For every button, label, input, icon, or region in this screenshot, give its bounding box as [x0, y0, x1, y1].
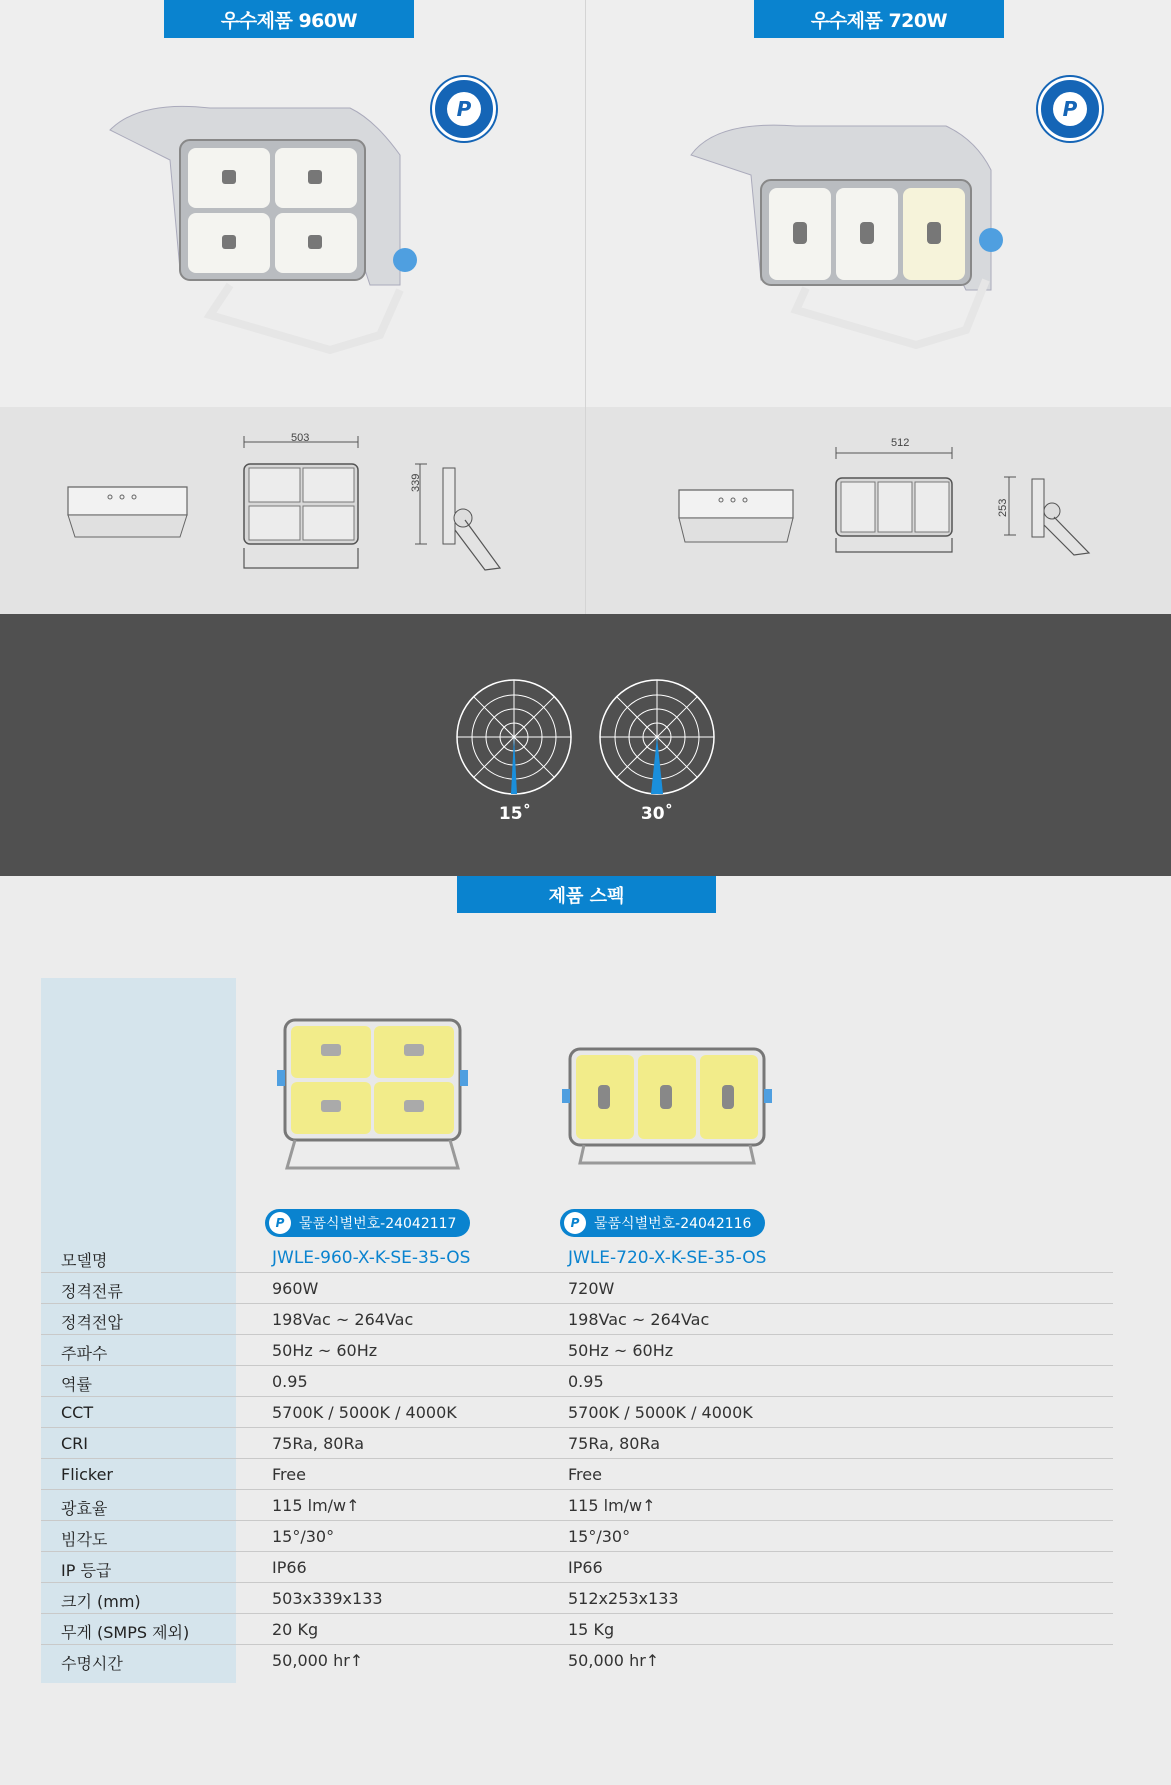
product-front-960w-image — [275, 1018, 470, 1178]
product-id-badge-960w — [265, 1209, 470, 1237]
floodlight-720w-photo — [686, 120, 1016, 350]
spec-key: 역률 — [61, 1375, 92, 1394]
certified-product-seal-icon: P — [1038, 77, 1102, 141]
spec-value-960w: 115 lm/w↑ — [272, 1496, 360, 1515]
spec-value-960w: 503x339x133 — [272, 1589, 383, 1608]
certified-mark-icon: P — [564, 1212, 586, 1234]
spec-value-720w: JWLE-720-X-K-SE-35-OS — [568, 1248, 767, 1268]
spec-key: 빔각도 — [61, 1530, 108, 1549]
spec-value-960w: Free — [272, 1465, 306, 1484]
table-row — [41, 1397, 1113, 1428]
spec-value-720w: 115 lm/w↑ — [568, 1496, 656, 1515]
spec-key: 주파수 — [61, 1344, 108, 1363]
table-row — [41, 1366, 1113, 1397]
spec-value-960w: 5700K / 5000K / 4000K — [272, 1403, 457, 1422]
beam-label-15: 15˚ — [498, 804, 532, 824]
dimension-height-960w: 339 — [410, 473, 422, 492]
spec-key: 모델명 — [61, 1251, 108, 1270]
dimension-width-720w: 512 — [891, 437, 910, 449]
spec-value-720w: 15 Kg — [568, 1620, 615, 1639]
product-title-720w: 우수제품 720W — [754, 0, 1004, 38]
spec-key: 정격전류 — [61, 1282, 123, 1301]
spec-value-960w: 960W — [272, 1279, 319, 1298]
spec-value-720w: 198Vac ~ 264Vac — [568, 1310, 710, 1329]
spec-key: Flicker — [61, 1465, 114, 1484]
spec-value-720w: 50Hz ~ 60Hz — [568, 1341, 674, 1360]
spec-value-960w: 50Hz ~ 60Hz — [272, 1341, 378, 1360]
spec-value-720w: 0.95 — [568, 1372, 604, 1391]
spec-value-960w: IP66 — [272, 1558, 307, 1577]
drawing-960w-side — [60, 475, 195, 545]
spec-value-960w: 0.95 — [272, 1372, 308, 1391]
spec-key: 크기 (mm) — [61, 1592, 141, 1611]
table-row — [41, 1273, 1113, 1304]
beam-diagram-30 — [597, 677, 717, 797]
table-row — [41, 1490, 1113, 1521]
spec-value-720w: 15°/30° — [568, 1527, 631, 1546]
table-row — [41, 1459, 1113, 1490]
table-row — [41, 1335, 1113, 1366]
drawing-960w-front — [230, 430, 370, 575]
certified-product-seal-icon: P — [432, 77, 496, 141]
spec-value-960w: 50,000 hr↑ — [272, 1651, 364, 1670]
product-column-720w — [586, 0, 1171, 614]
table-row — [41, 1645, 1113, 1676]
product-id-label-960w: 물품식별번호-24042117 — [299, 1216, 457, 1232]
spec-table — [41, 1242, 1113, 1676]
table-row — [41, 1521, 1113, 1552]
spec-value-720w: Free — [568, 1465, 602, 1484]
product-column-960w — [0, 0, 585, 614]
spec-value-720w: 75Ra, 80Ra — [568, 1434, 661, 1453]
beam-angle-band — [0, 614, 1171, 876]
spec-key: CRI — [61, 1434, 89, 1453]
dimension-width-960w: 503 — [291, 432, 310, 444]
dimension-height-720w: 253 — [997, 498, 1009, 517]
spec-key: CCT — [61, 1403, 94, 1422]
spec-value-720w: 50,000 hr↑ — [568, 1651, 660, 1670]
drawing-720w-side — [671, 480, 801, 550]
drawing-720w-front — [826, 440, 961, 560]
spec-value-960w: 15°/30° — [272, 1527, 335, 1546]
spec-value-720w: 512x253x133 — [568, 1589, 679, 1608]
product-id-label-720w: 물품식별번호-24042116 — [594, 1216, 752, 1232]
spec-key: 무게 (SMPS 제외) — [61, 1623, 190, 1642]
table-row — [41, 1552, 1113, 1583]
spec-key: 광효율 — [61, 1499, 108, 1518]
spec-value-720w: 720W — [568, 1279, 615, 1298]
beam-diagram-15 — [454, 677, 574, 797]
beam-label-30: 30˚ — [640, 804, 674, 824]
drawing-720w-profile — [1004, 475, 1094, 560]
drawing-960w-profile — [415, 460, 505, 575]
spec-key: IP 등급 — [61, 1561, 112, 1580]
product-title-960w: 우수제품 960W — [164, 0, 414, 38]
spec-value-960w: 20 Kg — [272, 1620, 319, 1639]
table-row — [41, 1428, 1113, 1459]
spec-value-720w: IP66 — [568, 1558, 603, 1577]
table-row — [41, 1614, 1113, 1645]
product-front-720w-image — [562, 1045, 772, 1170]
certified-mark-icon: P — [269, 1212, 291, 1234]
floodlight-960w-photo — [100, 100, 430, 360]
spec-value-720w: 5700K / 5000K / 4000K — [568, 1403, 753, 1422]
spec-value-960w: JWLE-960-X-K-SE-35-OS — [272, 1248, 471, 1268]
table-row — [41, 1242, 1113, 1273]
spec-section-title: 제품 스펙 — [457, 876, 716, 913]
table-row — [41, 1583, 1113, 1614]
spec-key: 정격전압 — [61, 1313, 123, 1332]
spec-value-960w: 198Vac ~ 264Vac — [272, 1310, 414, 1329]
spec-key: 수명시간 — [61, 1654, 123, 1673]
table-row — [41, 1304, 1113, 1335]
spec-value-960w: 75Ra, 80Ra — [272, 1434, 365, 1453]
product-id-badge-720w — [560, 1209, 765, 1237]
